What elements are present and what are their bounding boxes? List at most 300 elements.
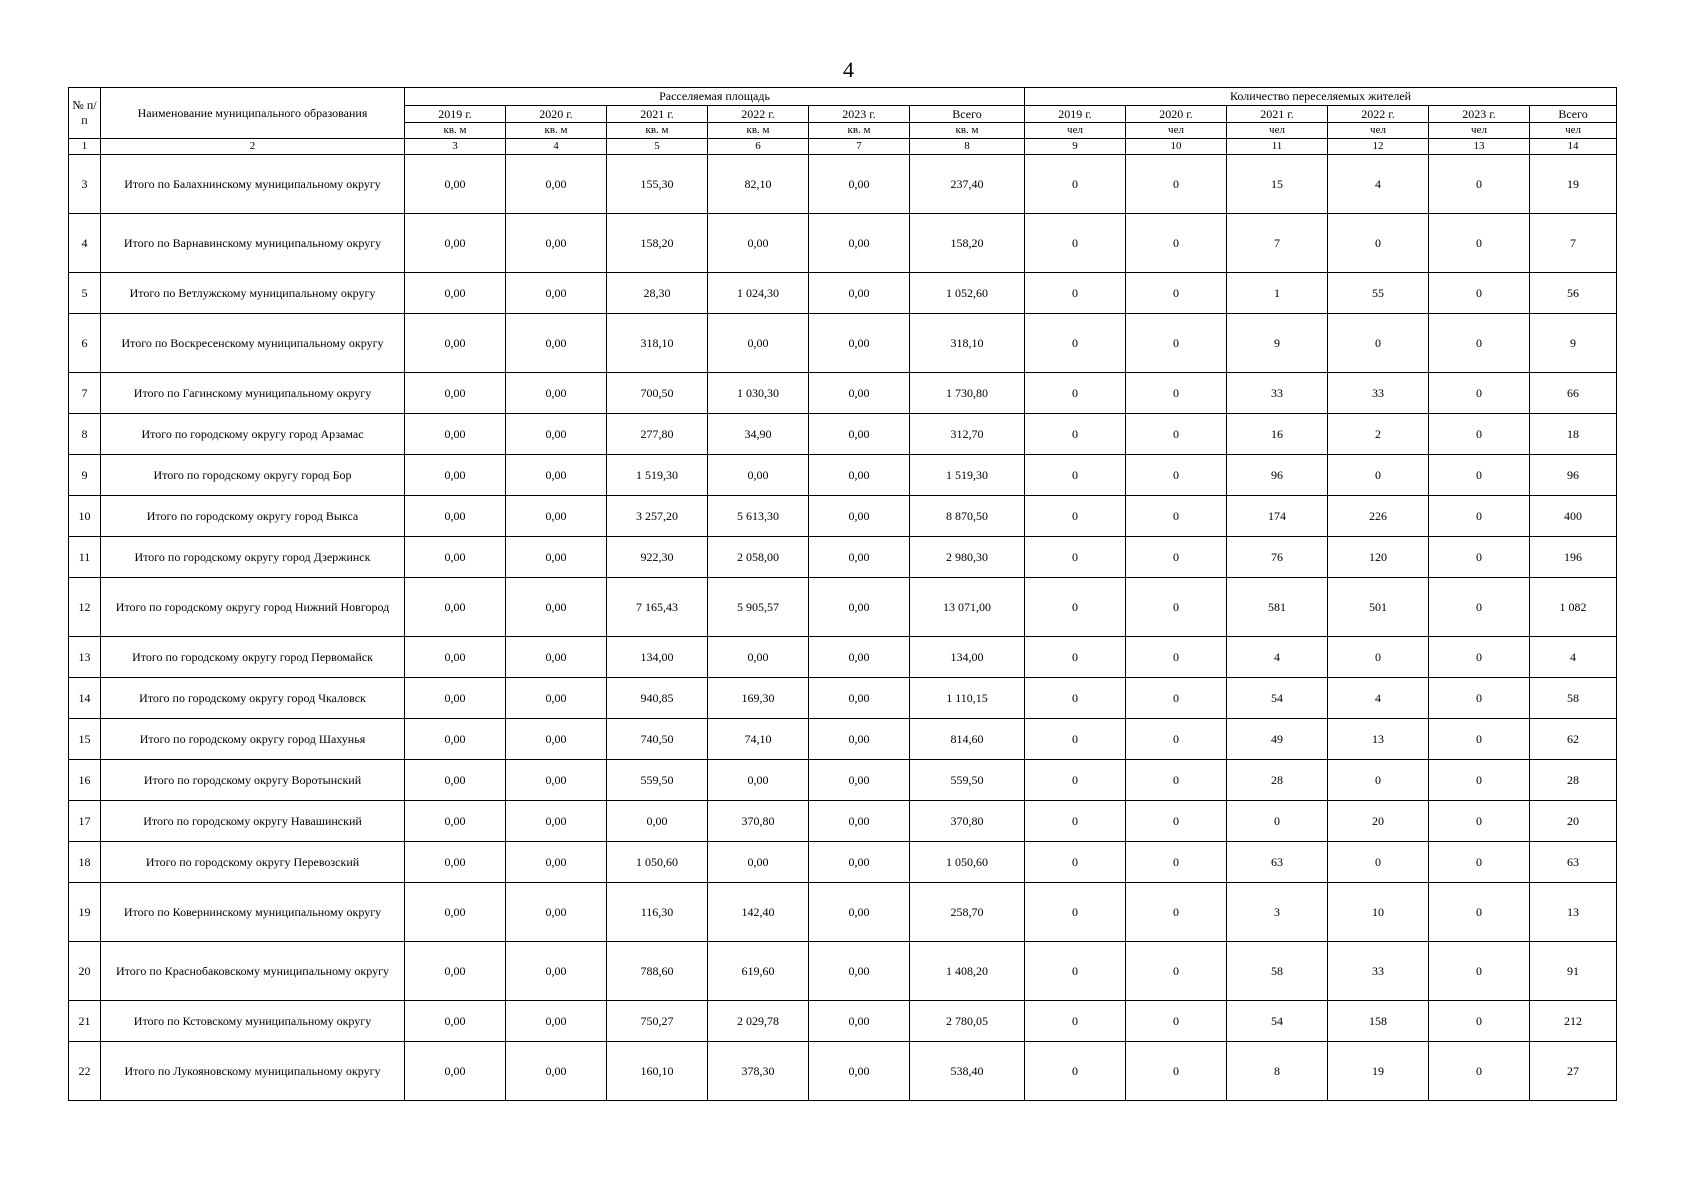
residents-value: 20 <box>1328 801 1429 842</box>
residents-value: 0 <box>1025 155 1126 214</box>
residents-value: 0 <box>1025 637 1126 678</box>
residents-value: 0 <box>1429 637 1530 678</box>
residents-value: 13 <box>1328 719 1429 760</box>
table-row <box>69 719 1617 760</box>
residents-value: 15 <box>1227 155 1328 214</box>
area-value: 1 519,30 <box>607 455 708 496</box>
area-value: 0,00 <box>405 637 506 678</box>
residents-value: 49 <box>1227 719 1328 760</box>
municipality-name: Итого по городскому округу город Выкса <box>101 496 405 537</box>
area-value: 318,10 <box>910 314 1025 373</box>
residents-value: 0 <box>1025 1042 1126 1101</box>
area-value: 0,00 <box>809 537 910 578</box>
residents-value: 1 082 <box>1530 578 1617 637</box>
area-value: 1 110,15 <box>910 678 1025 719</box>
residents-value: 54 <box>1227 1001 1328 1042</box>
area-value: 34,90 <box>708 414 809 455</box>
area-value: 0,00 <box>809 760 910 801</box>
residents-value: 0 <box>1025 414 1126 455</box>
header-area-unit: кв. м <box>708 123 809 139</box>
header-area-year: 2021 г. <box>607 106 708 123</box>
municipality-name: Итого по городскому округу город Бор <box>101 455 405 496</box>
table-row <box>69 373 1617 414</box>
area-value: 750,27 <box>607 1001 708 1042</box>
residents-value: 0 <box>1429 1042 1530 1101</box>
header-name: Наименование муниципального образования <box>101 88 405 139</box>
header-area-year: 2022 г. <box>708 106 809 123</box>
row-number: 20 <box>69 942 101 1001</box>
header-column-numbers-row <box>69 139 1617 155</box>
area-value: 0,00 <box>809 373 910 414</box>
municipality-name: Итого по Балахнинскому муниципальному округу <box>101 155 405 214</box>
area-value: 378,30 <box>708 1042 809 1101</box>
table-row <box>69 273 1617 314</box>
municipality-name: Итого по городскому округу Воротынский <box>101 760 405 801</box>
residents-value: 0 <box>1025 883 1126 942</box>
table-row <box>69 537 1617 578</box>
area-value: 0,00 <box>405 801 506 842</box>
residents-value: 76 <box>1227 537 1328 578</box>
residents-value: 9 <box>1530 314 1617 373</box>
area-value: 74,10 <box>708 719 809 760</box>
area-value: 312,70 <box>910 414 1025 455</box>
area-value: 1 408,20 <box>910 942 1025 1001</box>
residents-value: 0 <box>1328 214 1429 273</box>
residents-value: 1 <box>1227 273 1328 314</box>
area-value: 7 165,43 <box>607 578 708 637</box>
area-value: 0,00 <box>809 842 910 883</box>
residents-value: 4 <box>1328 155 1429 214</box>
residents-value: 0 <box>1025 455 1126 496</box>
area-value: 0,00 <box>405 314 506 373</box>
residents-value: 0 <box>1328 760 1429 801</box>
residents-value: 0 <box>1429 273 1530 314</box>
area-value: 619,60 <box>708 942 809 1001</box>
area-value: 0,00 <box>809 1042 910 1101</box>
column-number: 11 <box>1227 139 1328 155</box>
municipality-name: Итого по городскому округу город Нижний Новгород <box>101 578 405 637</box>
area-value: 1 024,30 <box>708 273 809 314</box>
municipality-name: Итого по городскому округу город Шахунья <box>101 719 405 760</box>
residents-value: 18 <box>1530 414 1617 455</box>
area-value: 0,00 <box>506 942 607 1001</box>
row-number: 19 <box>69 883 101 942</box>
column-number: 5 <box>607 139 708 155</box>
area-value: 0,00 <box>708 842 809 883</box>
header-residents-year: Всего <box>1530 106 1617 123</box>
area-value: 0,00 <box>506 760 607 801</box>
residents-value: 0 <box>1126 273 1227 314</box>
area-value: 0,00 <box>809 883 910 942</box>
residents-value: 56 <box>1530 273 1617 314</box>
header-area-group: Расселяемая площадь <box>405 88 1025 106</box>
residents-value: 19 <box>1530 155 1617 214</box>
area-value: 0,00 <box>809 455 910 496</box>
row-number: 14 <box>69 678 101 719</box>
area-value: 1 050,60 <box>910 842 1025 883</box>
residents-value: 33 <box>1328 942 1429 1001</box>
area-value: 370,80 <box>910 801 1025 842</box>
header-residents-unit: чел <box>1227 123 1328 139</box>
area-value: 0,00 <box>405 678 506 719</box>
row-number: 8 <box>69 414 101 455</box>
residents-value: 28 <box>1227 760 1328 801</box>
residents-value: 0 <box>1328 314 1429 373</box>
residents-value: 63 <box>1530 842 1617 883</box>
page-number: 4 <box>843 57 854 82</box>
residents-value: 0 <box>1025 578 1126 637</box>
table-row <box>69 578 1617 637</box>
area-value: 0,00 <box>506 1001 607 1042</box>
row-number: 13 <box>69 637 101 678</box>
residents-value: 0 <box>1126 801 1227 842</box>
area-value: 0,00 <box>506 155 607 214</box>
residents-value: 55 <box>1328 273 1429 314</box>
residents-value: 19 <box>1328 1042 1429 1101</box>
area-value: 2 029,78 <box>708 1001 809 1042</box>
residents-value: 0 <box>1025 314 1126 373</box>
municipality-name: Итого по Краснобаковскому муниципальному округу <box>101 942 405 1001</box>
header-area-unit: кв. м <box>405 123 506 139</box>
area-value: 0,00 <box>708 760 809 801</box>
column-number: 1 <box>69 139 101 155</box>
residents-value: 0 <box>1025 801 1126 842</box>
area-value: 0,00 <box>809 273 910 314</box>
row-number: 15 <box>69 719 101 760</box>
area-value: 700,50 <box>607 373 708 414</box>
area-value: 0,00 <box>506 496 607 537</box>
table-row <box>69 314 1617 373</box>
row-number: 10 <box>69 496 101 537</box>
area-value: 237,40 <box>910 155 1025 214</box>
area-value: 318,10 <box>607 314 708 373</box>
table-row <box>69 760 1617 801</box>
residents-value: 0 <box>1126 760 1227 801</box>
table-header <box>69 88 1617 155</box>
header-residents-unit: чел <box>1429 123 1530 139</box>
header-residents-group: Количество переселяемых жителей <box>1025 88 1617 106</box>
residents-value: 0 <box>1126 314 1227 373</box>
area-value: 559,50 <box>910 760 1025 801</box>
area-value: 258,70 <box>910 883 1025 942</box>
area-value: 0,00 <box>405 214 506 273</box>
area-value: 0,00 <box>809 414 910 455</box>
header-residents-unit: чел <box>1025 123 1126 139</box>
area-value: 0,00 <box>405 942 506 1001</box>
area-value: 0,00 <box>809 637 910 678</box>
residents-value: 58 <box>1530 678 1617 719</box>
residents-value: 400 <box>1530 496 1617 537</box>
table-row <box>69 155 1617 214</box>
column-number: 3 <box>405 139 506 155</box>
row-number: 11 <box>69 537 101 578</box>
residents-value: 0 <box>1025 214 1126 273</box>
residents-value: 0 <box>1429 801 1530 842</box>
residents-value: 10 <box>1328 883 1429 942</box>
column-number: 9 <box>1025 139 1126 155</box>
row-number: 16 <box>69 760 101 801</box>
header-residents-year: 2022 г. <box>1328 106 1429 123</box>
header-area-year: 2019 г. <box>405 106 506 123</box>
header-area-unit: кв. м <box>607 123 708 139</box>
residents-value: 9 <box>1227 314 1328 373</box>
residents-value: 0 <box>1429 537 1530 578</box>
area-value: 0,00 <box>506 678 607 719</box>
row-number: 18 <box>69 842 101 883</box>
residents-value: 0 <box>1025 273 1126 314</box>
column-number: 4 <box>506 139 607 155</box>
header-residents-year: 2020 г. <box>1126 106 1227 123</box>
area-value: 160,10 <box>607 1042 708 1101</box>
residents-value: 0 <box>1429 314 1530 373</box>
area-value: 2 980,30 <box>910 537 1025 578</box>
row-number: 22 <box>69 1042 101 1101</box>
residents-value: 0 <box>1429 373 1530 414</box>
area-value: 0,00 <box>506 719 607 760</box>
residents-value: 0 <box>1025 942 1126 1001</box>
area-value: 0,00 <box>506 314 607 373</box>
area-value: 740,50 <box>607 719 708 760</box>
area-value: 116,30 <box>607 883 708 942</box>
residents-value: 0 <box>1126 942 1227 1001</box>
municipality-name: Итого по Кстовскому муниципальному округу <box>101 1001 405 1042</box>
area-value: 0,00 <box>405 1042 506 1101</box>
area-value: 0,00 <box>405 155 506 214</box>
residents-value: 58 <box>1227 942 1328 1001</box>
area-value: 1 519,30 <box>910 455 1025 496</box>
residents-value: 0 <box>1126 537 1227 578</box>
area-value: 0,00 <box>405 760 506 801</box>
residents-value: 0 <box>1126 637 1227 678</box>
residents-value: 0 <box>1429 414 1530 455</box>
area-value: 0,00 <box>809 214 910 273</box>
table-row <box>69 842 1617 883</box>
residents-value: 0 <box>1025 760 1126 801</box>
residents-value: 96 <box>1227 455 1328 496</box>
table-row <box>69 214 1617 273</box>
area-value: 3 257,20 <box>607 496 708 537</box>
residents-value: 0 <box>1429 719 1530 760</box>
area-value: 0,00 <box>506 578 607 637</box>
residents-value: 7 <box>1530 214 1617 273</box>
municipality-name: Итого по Варнавинскому муниципальному округу <box>101 214 405 273</box>
row-number: 7 <box>69 373 101 414</box>
area-value: 13 071,00 <box>910 578 1025 637</box>
area-value: 0,00 <box>708 214 809 273</box>
area-value: 0,00 <box>809 719 910 760</box>
table-row <box>69 1042 1617 1101</box>
area-value: 82,10 <box>708 155 809 214</box>
municipality-name: Итого по Гагинскому муниципальному округу <box>101 373 405 414</box>
residents-value: 501 <box>1328 578 1429 637</box>
area-value: 0,00 <box>506 455 607 496</box>
residents-value: 0 <box>1126 1042 1227 1101</box>
residents-value: 4 <box>1530 637 1617 678</box>
area-value: 0,00 <box>405 1001 506 1042</box>
residents-value: 0 <box>1025 373 1126 414</box>
residents-value: 33 <box>1328 373 1429 414</box>
residents-value: 4 <box>1328 678 1429 719</box>
residents-value: 196 <box>1530 537 1617 578</box>
row-number: 3 <box>69 155 101 214</box>
residents-value: 27 <box>1530 1042 1617 1101</box>
area-value: 0,00 <box>506 537 607 578</box>
area-value: 0,00 <box>506 214 607 273</box>
table-row <box>69 637 1617 678</box>
area-value: 0,00 <box>708 637 809 678</box>
residents-value: 0 <box>1126 214 1227 273</box>
area-value: 134,00 <box>607 637 708 678</box>
municipality-name: Итого по Лукояновскому муниципальному округу <box>101 1042 405 1101</box>
area-value: 5 905,57 <box>708 578 809 637</box>
residents-value: 20 <box>1530 801 1617 842</box>
column-number: 13 <box>1429 139 1530 155</box>
residents-value: 0 <box>1126 414 1227 455</box>
residents-value: 0 <box>1328 455 1429 496</box>
column-number: 6 <box>708 139 809 155</box>
municipality-name: Итого по городскому округу город Дзержинск <box>101 537 405 578</box>
area-value: 0,00 <box>405 537 506 578</box>
area-value: 0,00 <box>405 719 506 760</box>
column-number: 7 <box>809 139 910 155</box>
residents-value: 8 <box>1227 1042 1328 1101</box>
row-number: 5 <box>69 273 101 314</box>
area-value: 0,00 <box>405 883 506 942</box>
area-value: 1 050,60 <box>607 842 708 883</box>
residents-value: 2 <box>1328 414 1429 455</box>
residents-value: 0 <box>1025 496 1126 537</box>
residents-value: 66 <box>1530 373 1617 414</box>
area-value: 788,60 <box>607 942 708 1001</box>
residents-value: 0 <box>1429 455 1530 496</box>
row-number: 4 <box>69 214 101 273</box>
area-value: 0,00 <box>405 842 506 883</box>
resettlement-table <box>68 87 1617 1101</box>
residents-value: 28 <box>1530 760 1617 801</box>
residents-value: 0 <box>1429 942 1530 1001</box>
table-row <box>69 883 1617 942</box>
residents-value: 63 <box>1227 842 1328 883</box>
table-body <box>69 155 1617 1101</box>
area-value: 277,80 <box>607 414 708 455</box>
column-number: 8 <box>910 139 1025 155</box>
area-value: 5 613,30 <box>708 496 809 537</box>
header-num: № п/п <box>69 88 101 139</box>
header-residents-unit: чел <box>1530 123 1617 139</box>
residents-value: 0 <box>1328 842 1429 883</box>
area-value: 134,00 <box>910 637 1025 678</box>
column-number: 12 <box>1328 139 1429 155</box>
header-area-unit: кв. м <box>910 123 1025 139</box>
municipality-name: Итого по городскому округу Навашинский <box>101 801 405 842</box>
residents-value: 0 <box>1429 578 1530 637</box>
area-value: 0,00 <box>809 314 910 373</box>
header-residents-year: 2021 г. <box>1227 106 1328 123</box>
column-number: 10 <box>1126 139 1227 155</box>
residents-value: 0 <box>1126 373 1227 414</box>
area-value: 0,00 <box>506 273 607 314</box>
residents-value: 0 <box>1126 455 1227 496</box>
area-value: 0,00 <box>708 314 809 373</box>
area-value: 0,00 <box>506 1042 607 1101</box>
area-value: 0,00 <box>809 1001 910 1042</box>
residents-value: 0 <box>1126 578 1227 637</box>
residents-value: 0 <box>1429 678 1530 719</box>
residents-value: 0 <box>1025 719 1126 760</box>
area-value: 1 052,60 <box>910 273 1025 314</box>
area-value: 0,00 <box>809 578 910 637</box>
residents-value: 0 <box>1126 155 1227 214</box>
residents-value: 120 <box>1328 537 1429 578</box>
area-value: 142,40 <box>708 883 809 942</box>
area-value: 814,60 <box>910 719 1025 760</box>
residents-value: 3 <box>1227 883 1328 942</box>
header-residents-year: 2019 г. <box>1025 106 1126 123</box>
row-number: 12 <box>69 578 101 637</box>
residents-value: 0 <box>1429 155 1530 214</box>
residents-value: 13 <box>1530 883 1617 942</box>
table-row <box>69 942 1617 1001</box>
residents-value: 0 <box>1025 1001 1126 1042</box>
row-number: 6 <box>69 314 101 373</box>
area-value: 0,00 <box>809 678 910 719</box>
area-value: 158,20 <box>910 214 1025 273</box>
table-row <box>69 414 1617 455</box>
municipality-name: Итого по городскому округу Перевозский <box>101 842 405 883</box>
residents-value: 0 <box>1126 1001 1227 1042</box>
table-row <box>69 801 1617 842</box>
residents-value: 0 <box>1025 842 1126 883</box>
area-value: 538,40 <box>910 1042 1025 1101</box>
area-value: 0,00 <box>506 373 607 414</box>
area-value: 0,00 <box>405 273 506 314</box>
area-value: 559,50 <box>607 760 708 801</box>
area-value: 0,00 <box>405 414 506 455</box>
area-value: 0,00 <box>708 455 809 496</box>
header-residents-unit: чел <box>1126 123 1227 139</box>
residents-value: 0 <box>1429 760 1530 801</box>
area-value: 0,00 <box>506 842 607 883</box>
residents-value: 0 <box>1429 496 1530 537</box>
residents-value: 581 <box>1227 578 1328 637</box>
area-value: 370,80 <box>708 801 809 842</box>
area-value: 8 870,50 <box>910 496 1025 537</box>
area-value: 169,30 <box>708 678 809 719</box>
residents-value: 0 <box>1429 214 1530 273</box>
residents-value: 0 <box>1126 496 1227 537</box>
residents-value: 0 <box>1126 719 1227 760</box>
row-number: 9 <box>69 455 101 496</box>
table-row <box>69 496 1617 537</box>
area-value: 0,00 <box>809 155 910 214</box>
row-number: 21 <box>69 1001 101 1042</box>
area-value: 28,30 <box>607 273 708 314</box>
area-value: 1 030,30 <box>708 373 809 414</box>
residents-value: 0 <box>1025 537 1126 578</box>
residents-value: 91 <box>1530 942 1617 1001</box>
residents-value: 0 <box>1126 883 1227 942</box>
residents-value: 174 <box>1227 496 1328 537</box>
municipality-name: Итого по городскому округу город Чкаловск <box>101 678 405 719</box>
area-value: 0,00 <box>506 637 607 678</box>
header-area-year: 2023 г. <box>809 106 910 123</box>
table-row <box>69 678 1617 719</box>
area-value: 0,00 <box>506 414 607 455</box>
area-value: 940,85 <box>607 678 708 719</box>
residents-value: 0 <box>1328 637 1429 678</box>
residents-value: 158 <box>1328 1001 1429 1042</box>
header-area-year: Всего <box>910 106 1025 123</box>
